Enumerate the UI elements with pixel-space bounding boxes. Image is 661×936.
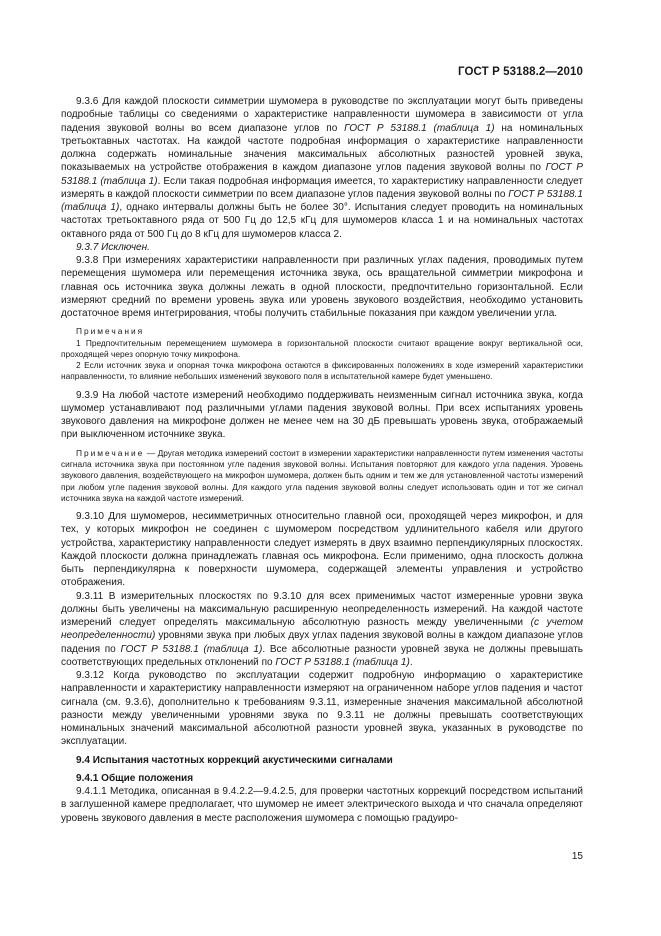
note-1: 1 Предпочтительным перемещением шумомера в горизонтальной плоскости считают вращение вокруг вертикальной оси, проходящей через опорную точку микрофона. xyxy=(61,337,583,359)
note-2: 2 Если источник звука и опорная точка микрофона остаются в фиксированных положениях в ходе измерений характеристики направленности, то влияние небольших изменений звукового поля в испытательной камере будет уменьшено. xyxy=(61,360,583,382)
paragraph-9-3-7: 9.3.7 Исключен. xyxy=(76,241,150,253)
subsection-heading-9-4-1: 9.4.1 Общие положения xyxy=(76,772,194,784)
notes-block xyxy=(61,326,583,382)
document-header: ГОСТ Р 53188.2—2010 xyxy=(458,66,583,78)
italic-phrase: (с учетом неопределенности) xyxy=(61,617,583,642)
paragraph-9-4-1-1: 9.4.1.1 Методика, описанная в 9.4.2.2—9.4.2.5, для проверки частотных коррекций посредством испытаний в заглушенной камере предполагает, что шумомер не имеет электрического выхода и что сначала определяют уровень звукового давления в месте расположения шумомера с помощью градуиро- xyxy=(61,786,583,824)
note-3: Примечание — Другая методика измерений состоит в измерении характеристики направленности путем изменения частоты сигнала источника звука при постоянном угле падения звуковой волны. Испытания повторяют для каждого угла падения. Уровень звукового давления, воздействующего на микрофон шумомера, должен быть одним и тем же для установленной частоты измерений при любом угле падения звуковой волны. Для каждого угла падения звуковой волны следует использовать один и тот же сигнал источника звука на каждой частоте измерений. xyxy=(61,447,583,503)
paragraph-9-3-8: 9.3.8 При измерениях характеристики направленности при различных углах падения, проводимых путем перемещения шумомера или перемещения источника звука, ось вращательной симметрии микрофона и главная ось источника звука должны лежать в одной плоскости, предпочтительно горизонтальной. Если измеряют средний по времени уровень звука или уровень звукового воздействия, необходимо установить достаточное время интегрирования, чтобы получить стабильные показания при каждом увеличении угла. xyxy=(61,255,583,319)
notes-heading: Примечания xyxy=(76,326,145,337)
note-block xyxy=(61,448,583,504)
page-body xyxy=(61,95,583,825)
paragraph-9-3-10: 9.3.10 Для шумомеров, несимметричных относительно главной оси, проходящей через микрофон, и для тех, у которых микрофон не соединен с шумомером посредством удлинительного кабеля или другого устройства, характеристику направленности следует измерять в двух взаимно перпендикулярных плоскостях. Каждой плоскости должна принадлежать главная ось микрофона. Если применимо, одна плоскость должна быть перпендикулярна к поверхности шумомера, содержащей элементы управления и устройство отображения. xyxy=(61,511,583,589)
standard-reference: ГОСТ Р 53188.1 (таблица 1) xyxy=(120,643,263,655)
standard-reference: ГОСТ Р 53188.1 (таблица 1) xyxy=(344,122,495,134)
page-number: 15 xyxy=(571,851,583,862)
paragraph-9-3-12: 9.3.12 Когда руководство по эксплуатации содержит подробную информацию о характеристике направленности и характеристику направленности измеряют на ограниченном наборе углов падения и частот сигнала (см. 9.3.6), дополнительно к требованиям 9.3.11, измеренные значения максимальной абсолютной разности между увеличенными уровнями звука по 9.3.11 не должны превышать соответствующих номинальных значений максимальной абсолютной разности уровней звука, указанных в руководстве по эксплуатации. xyxy=(61,670,583,748)
paragraph-9-3-9: 9.3.9 На любой частоте измерений необходимо поддерживать неизменным сигнал источника звука, когда шумомер устанавливают под различными углами падения звуковой волны. При всех испытаниях уровень звукового давления на микрофоне должен не менее чем на 30 дБ превышать уровень звука, отображаемый при выключенном источнике звука. xyxy=(61,389,583,441)
standard-reference: ГОСТ Р 53188.1 (таблица 1) xyxy=(61,188,584,213)
standard-reference: ГОСТ Р 53188.1 (таблица 1) xyxy=(61,162,583,187)
standard-reference: ГОСТ Р 53188.1 (таблица 1) xyxy=(275,656,410,668)
section-heading-9-4: 9.4 Испытания частотных коррекций акустическими сигналами xyxy=(76,754,393,766)
paragraph-9-3-6: 9.3.6 Для каждой плоскости симметрии шумомера в руководстве по эксплуатации могут быть приведены подробные таблицы со сведениями о характеристике направленности шумомера в зависимости от угла падения звуковой волны во всем диапазоне углов по ГОСТ Р 53188.1 (таблица 1) на номинальных третьоктавных частотах. На каждой частоте подробная информация о характеристике направленности должна содержать номинальные значения максимальных абсолютных разностей уровней звука, показываемых на устройстве отображения в каждом диапазоне углов падения звуковой волны по ГОСТ Р 53188.1 (таблица 1). Если такая подробная информация имеется, то характеристику направленности следует измерять в каждой плоскости симметрии по всем диапазоне углов падения звуковой волны по ГОСТ Р 53188.1 (таблица 1), однако интервалы должны быть не более 30°. Испытания следует проводить на номинальных частотах третьоктавного ряда от 500 Гц до 12,5 кГц для шумомеров класса 1 и на номинальных частотах октавного ряда от 500 Гц до 8 кГц для шумомеров класса 2. xyxy=(61,96,584,240)
note-label: Примечание xyxy=(76,447,145,458)
paragraph-9-3-11: 9.3.11 В измерительных плоскостях по 9.3.10 для всех применимых частот измеренные уровни звука должны быть увеличены на максимальную расширенную неопределенность измерений. На каждой частоте измерений следует определять максимальную абсолютную разность между увеличенными (с учетом неопределенности) уровнями звука при любых двух углах падения звуковой волны в каждом диапазоне углов падения по ГОСТ Р 53188.1 (таблица 1). Все абсолютные разности уровней звука не должны превышать соответствующих предельных отклонений по ГОСТ Р 53188.1 (таблица 1). xyxy=(61,590,583,668)
